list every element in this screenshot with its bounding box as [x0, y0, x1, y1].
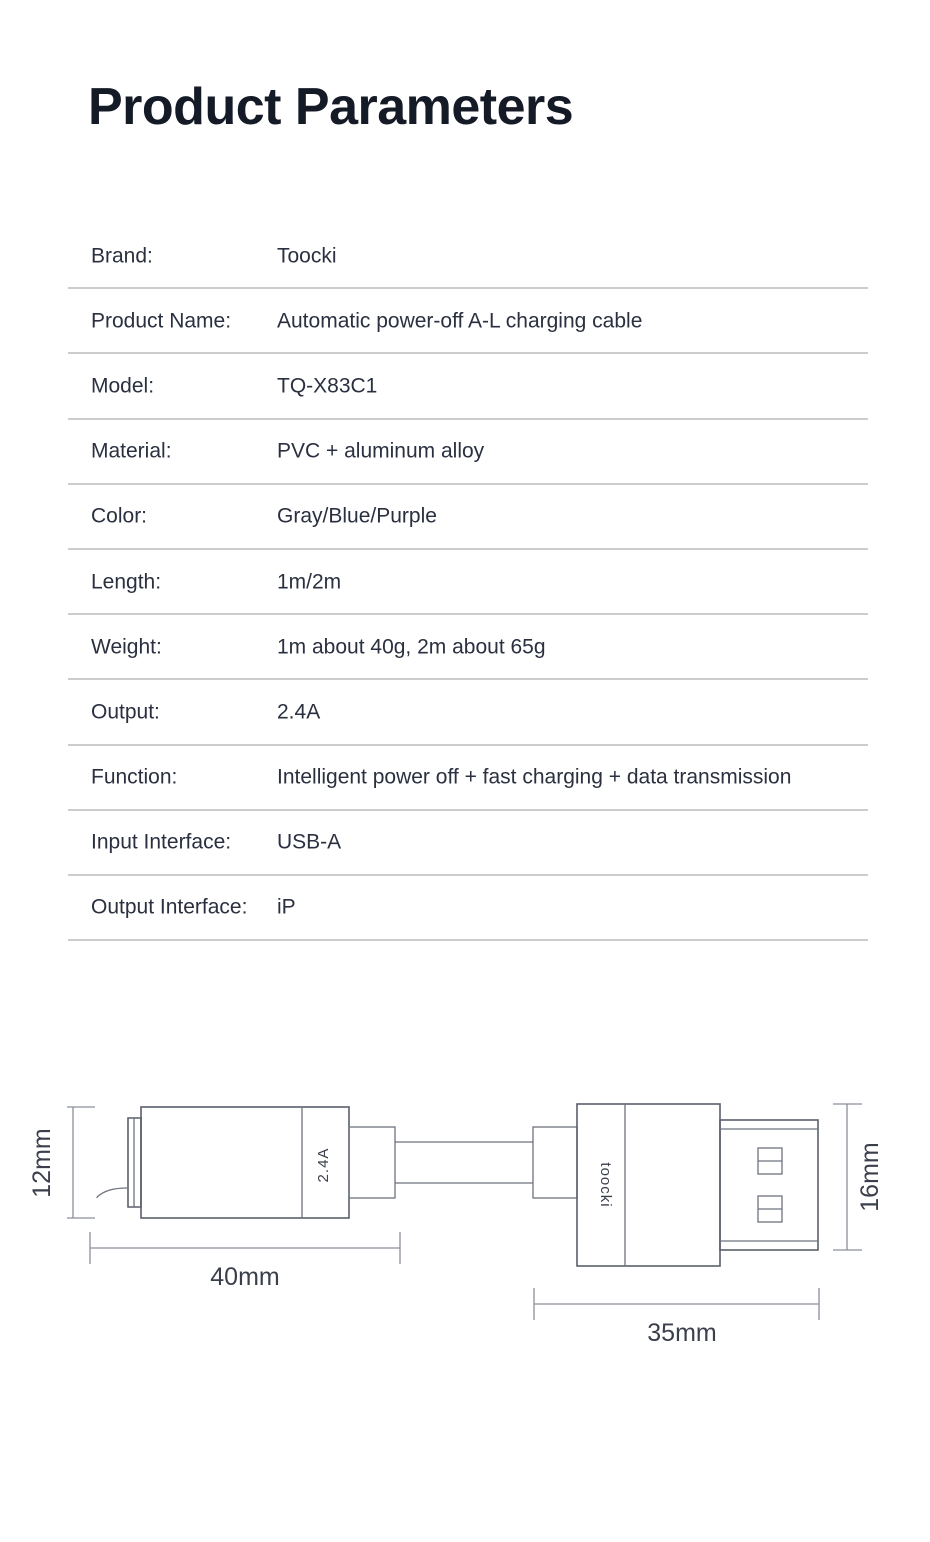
- table-row: [68, 550, 868, 615]
- right-height-dim-label: 16mm: [856, 1142, 884, 1212]
- spec-label: Product Name:: [91, 309, 232, 333]
- spec-value: Intelligent power off + fast charging + data transmission: [277, 765, 792, 789]
- spec-value: Gray/Blue/Purple: [277, 504, 437, 528]
- spec-value: iP: [277, 895, 296, 919]
- spec-label: Output:: [91, 700, 160, 724]
- left-length-dim-label: 40mm: [210, 1263, 280, 1291]
- usb-contact-pad-upper: [758, 1148, 782, 1174]
- table-row: [68, 615, 868, 680]
- spec-label: Output Interface:: [91, 895, 248, 919]
- table-row: [68, 289, 868, 354]
- spec-value: USB-A: [277, 830, 342, 854]
- right-length-dimension: [534, 1288, 819, 1347]
- usb-contact-pad-lower: [758, 1196, 782, 1222]
- table-row: [68, 354, 868, 419]
- left-height-dim-label: 12mm: [28, 1128, 56, 1198]
- spec-value: 1m about 40g, 2m about 65g: [277, 635, 546, 659]
- left-connector: [97, 1107, 395, 1218]
- spec-label: Brand:: [91, 244, 153, 268]
- spec-label: Function:: [91, 765, 178, 789]
- left-height-dimension: [28, 1107, 95, 1218]
- left-length-dimension: [90, 1232, 400, 1291]
- right-connector: [533, 1104, 818, 1266]
- left-connector-print: 2.4A: [315, 1147, 332, 1183]
- table-row: [68, 680, 868, 745]
- spec-value: PVC + aluminum alloy: [277, 439, 485, 463]
- spec-value: TQ-X83C1: [277, 374, 378, 398]
- right-height-dimension: [833, 1104, 884, 1250]
- page-title: Product Parameters: [88, 78, 574, 136]
- spec-label: Weight:: [91, 635, 162, 659]
- table-row: [68, 876, 868, 941]
- spec-value: Automatic power-off A-L charging cable: [277, 309, 643, 333]
- right-connector-brand-print: toocki: [597, 1162, 614, 1208]
- spec-value: 1m/2m: [277, 570, 342, 594]
- product-dimension-drawing: [0, 1060, 930, 1360]
- cable: [395, 1142, 533, 1183]
- spec-value: Toocki: [277, 244, 337, 268]
- table-row: [68, 811, 868, 876]
- spec-label: Length:: [91, 570, 162, 594]
- table-row: [68, 224, 868, 289]
- table-row: [68, 420, 868, 485]
- spec-label: Material:: [91, 439, 172, 463]
- table-row: [68, 485, 868, 550]
- spec-label: Color:: [91, 504, 148, 528]
- table-row: [68, 746, 868, 811]
- spec-label: Input Interface:: [91, 830, 232, 854]
- spec-value: 2.4A: [277, 700, 321, 724]
- right-length-dim-label: 35mm: [647, 1319, 717, 1347]
- spec-label: Model:: [91, 374, 155, 398]
- product-parameters-table: [68, 224, 868, 941]
